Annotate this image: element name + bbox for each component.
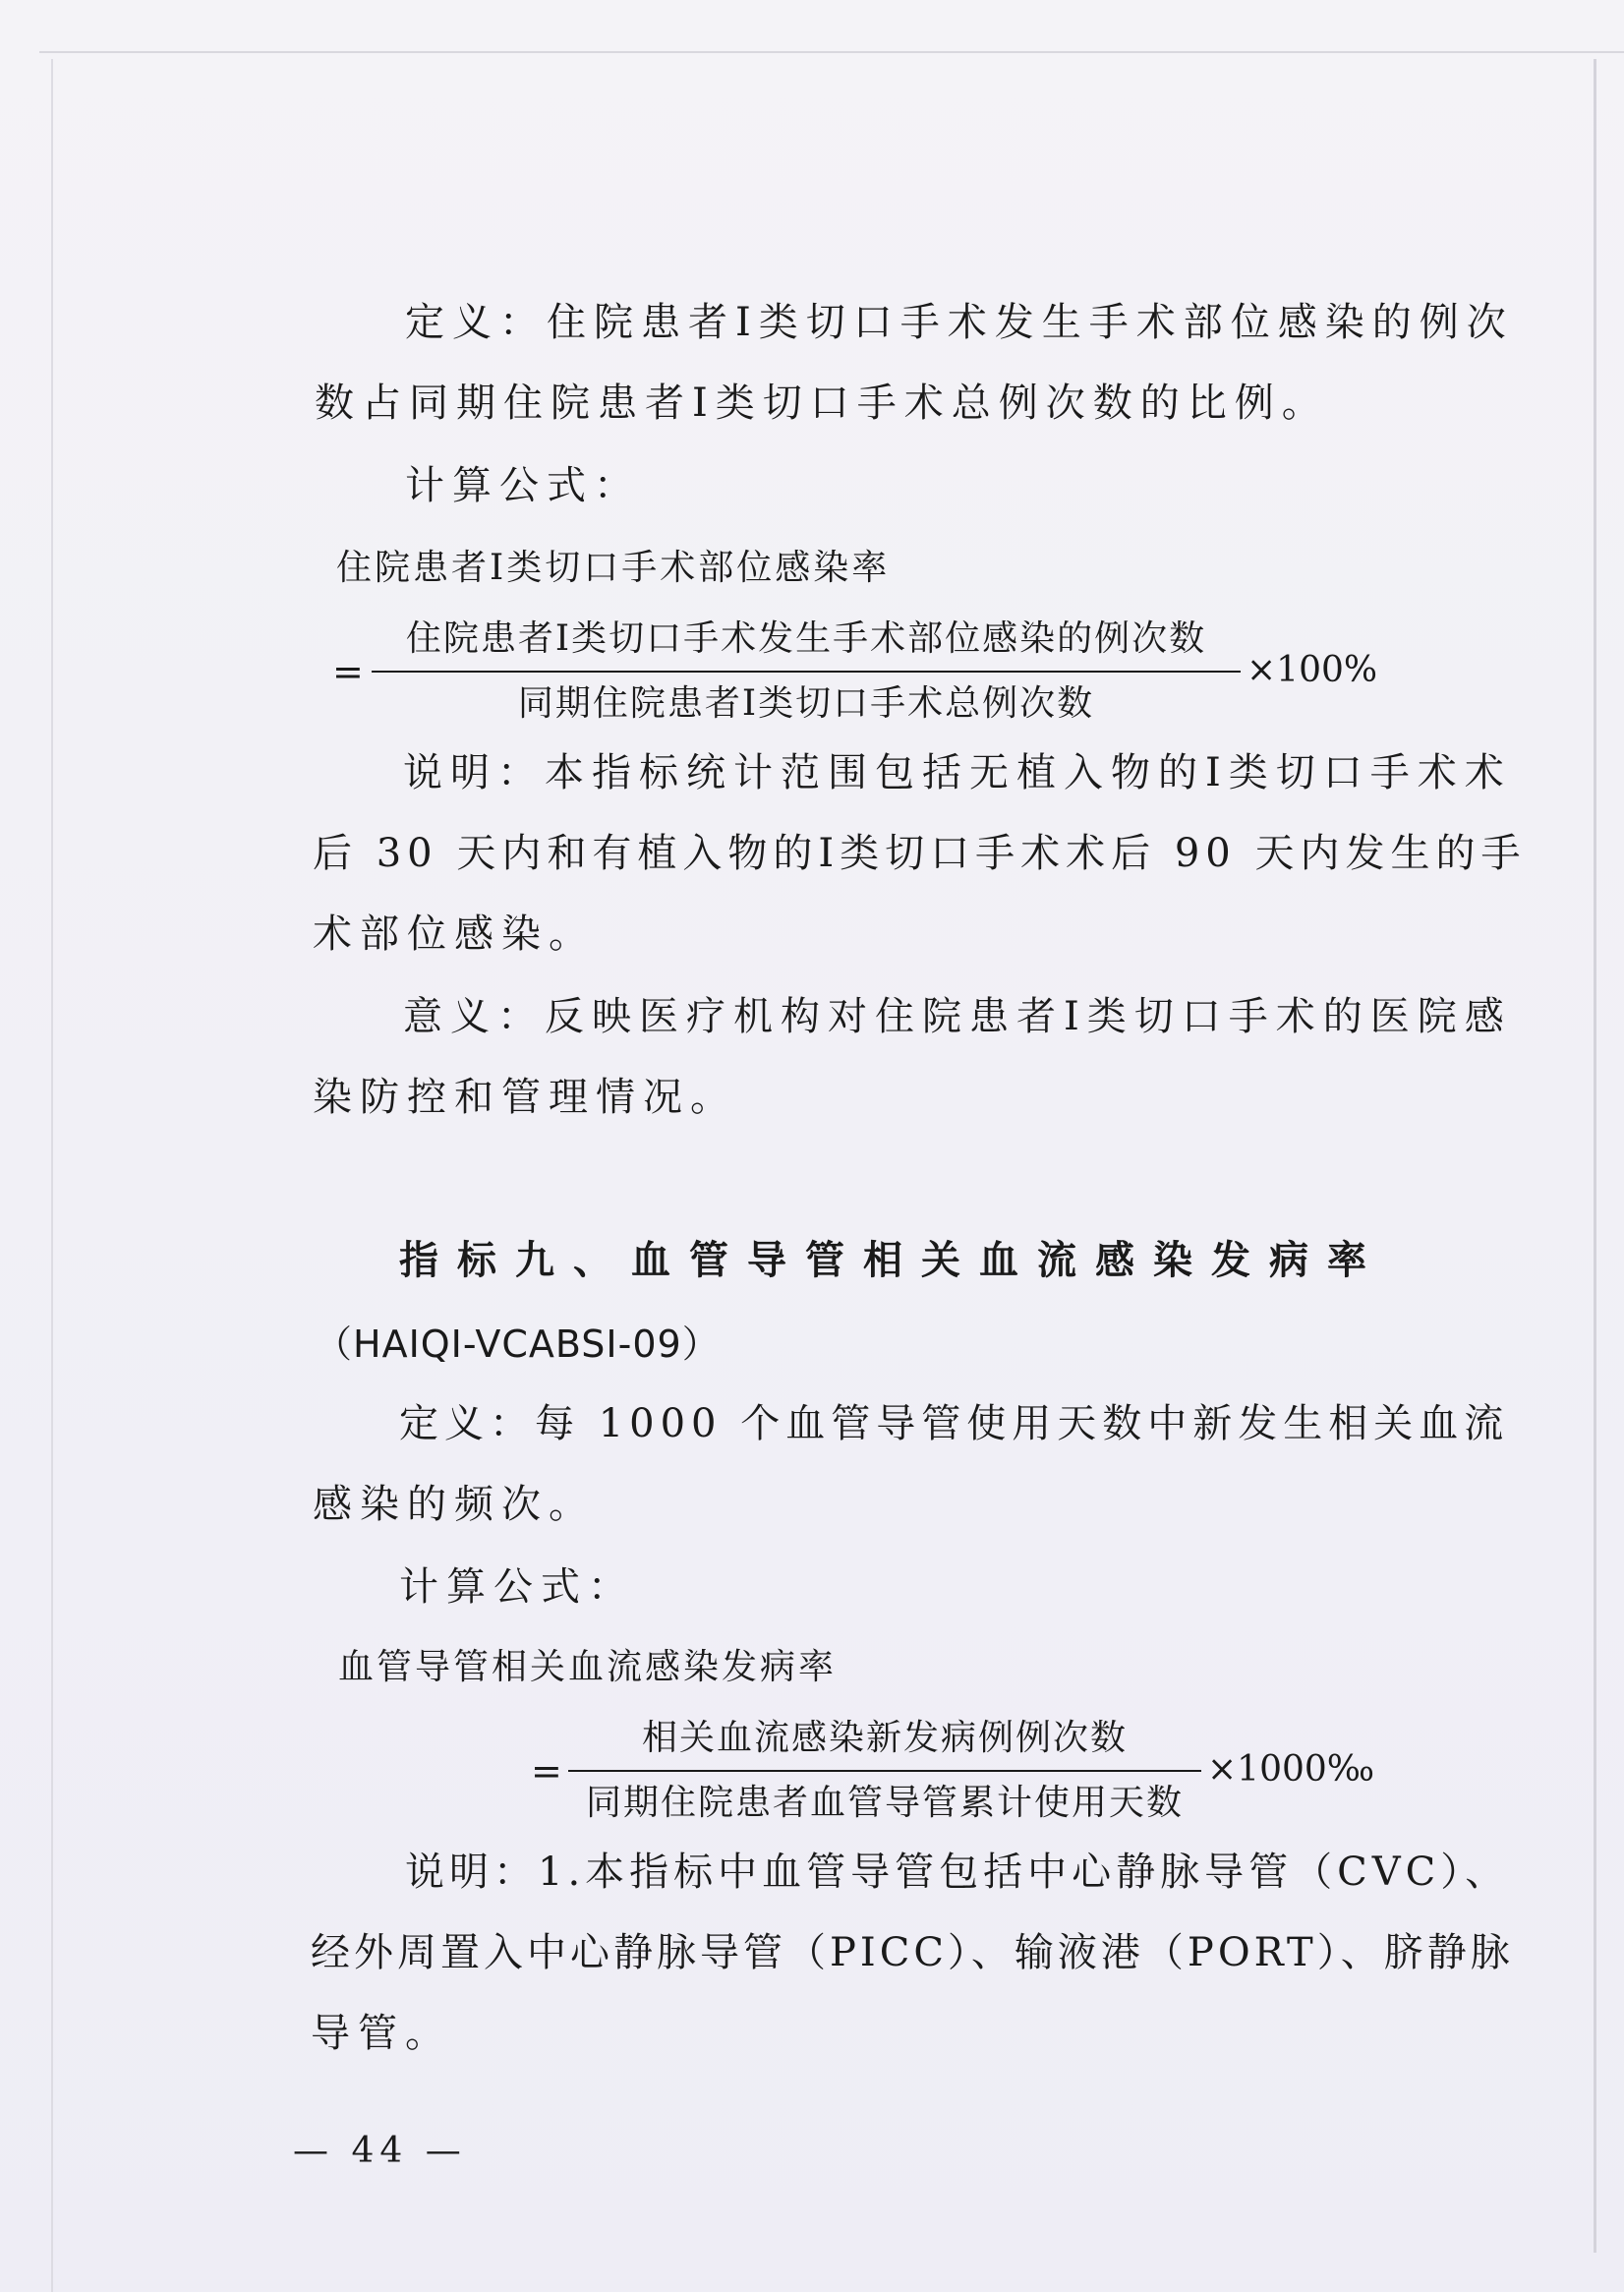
s8-fraction-bar (372, 671, 1241, 673)
s8-formula-label: 住院患者Ⅰ类切口手术部位感染率 (336, 548, 891, 588)
page-number: — 44 — (293, 2131, 467, 2171)
s8-formula-numerator: 住院患者Ⅰ类切口手术发生手术部位感染的例次数 (405, 618, 1207, 659)
scan-border-left (51, 59, 53, 2292)
s9-formula-multiplier: ×1000‰ (1207, 1749, 1375, 1790)
s8-formula-denominator: 同期住院患者Ⅰ类切口手术总例次数 (517, 683, 1095, 724)
s9-definition-line2: 感染的频次。 (313, 1482, 596, 1527)
s8-significance-line2: 染防控和管理情况。 (313, 1075, 737, 1120)
scan-border-right (1594, 59, 1596, 2253)
s9-fraction-bar (568, 1770, 1201, 1772)
s8-formula-heading: 计算公式： (405, 463, 641, 508)
scan-border-top (39, 51, 1624, 53)
s9-definition-line1: 定义：每 1000 个血管导管使用天数中新发生相关血流 (399, 1401, 1510, 1446)
s9-formula-label: 血管导管相关血流感染发病率 (338, 1647, 838, 1687)
s9-formula-equals: = (531, 1749, 562, 1792)
s9-title: 指标九、血管导管相关血流感染发病率 (399, 1238, 1385, 1283)
s8-significance-line1: 意义：反映医疗机构对住院患者Ⅰ类切口手术的医院感 (403, 994, 1512, 1039)
s9-code: （HAIQI-VCABSI-09） (315, 1322, 721, 1366)
s8-definition-line1: 定义：住院患者Ⅰ类切口手术发生手术部位感染的例次 (405, 300, 1514, 345)
s9-note-line2: 经外周置入中心静脉导管（PICC）、输液港（PORT）、脐静脉 (311, 1930, 1514, 1975)
s8-formula-equals: = (332, 650, 364, 693)
s9-note-line3: 导管。 (311, 2011, 452, 2056)
s9-formula-heading: 计算公式： (399, 1564, 635, 1610)
s8-definition-line2: 数占同期住院患者Ⅰ类切口手术总例次数的比例。 (315, 381, 1329, 426)
s9-formula-denominator: 同期住院患者血管导管累计使用天数 (585, 1783, 1184, 1823)
s9-formula-numerator: 相关血流感染新发病例例次数 (641, 1718, 1128, 1758)
s8-note-line2: 后 30 天内和有植入物的Ⅰ类切口手术术后 90 天内发生的手 (313, 831, 1527, 876)
s8-formula-multiplier: ×100% (1247, 650, 1378, 690)
s8-note-line3: 术部位感染。 (313, 911, 596, 957)
s9-note-line1: 说明：1.本指标中血管导管包括中心静脉导管（CVC）、 (405, 1850, 1510, 1895)
s8-note-line1: 说明：本指标统计范围包括无植入物的Ⅰ类切口手术术 (403, 750, 1512, 795)
